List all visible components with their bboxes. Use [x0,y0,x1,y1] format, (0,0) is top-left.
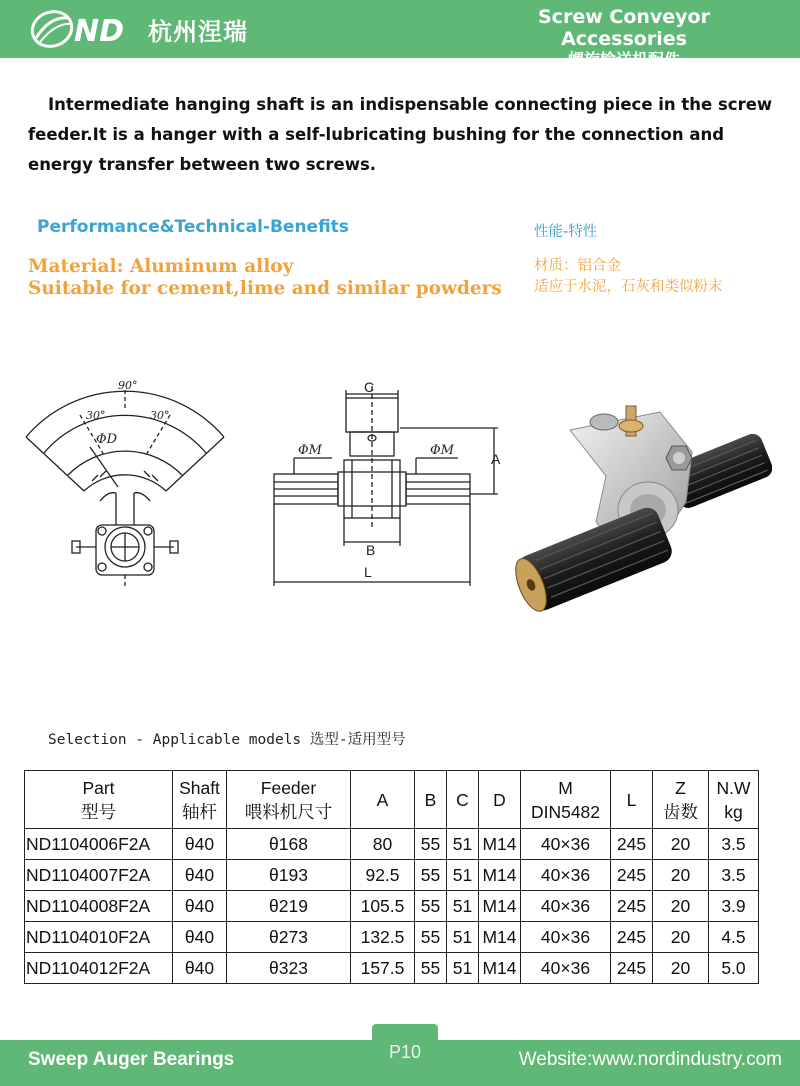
suitable-en: Suitable for cement,lime and similar powders [28,278,502,299]
cell-feeder: θ273 [227,922,351,953]
col-header-c: C [447,771,479,829]
selection-table [24,770,759,984]
company-logo [30,8,134,50]
cell-feeder: θ168 [227,829,351,860]
svg-text:ND: ND [74,14,125,49]
cell-z: 20 [653,891,709,922]
selection-title: Selection - Applicable models 选型-适用型号 [48,732,406,748]
dim-c-label: C [364,379,375,395]
cell-shaft: θ40 [173,922,227,953]
cell-d: M14 [479,922,521,953]
angle-left-label: 30° [86,409,106,422]
cell-z: 20 [653,860,709,891]
col-header-a: A [351,771,415,829]
table-header-row [25,771,759,829]
cell-shaft: θ40 [173,860,227,891]
cell-l: 245 [611,922,653,953]
dim-l-label: L [364,564,372,580]
diameter-label: ΦD [96,432,118,447]
cell-feeder: θ193 [227,860,351,891]
product-photo [510,392,772,630]
cell-nw: 3.5 [709,860,759,891]
col-header-b: B [415,771,447,829]
cell-b: 55 [415,953,447,984]
footer-section-title: Sweep Auger Bearings [28,1049,235,1070]
cell-l: 245 [611,829,653,860]
dim-b-label: B [366,542,376,558]
cell-d: M14 [479,829,521,860]
cell-m: 40×36 [521,829,611,860]
dim-m-left-label: ΦM [298,443,322,458]
col-header-m: M DIN5482 [521,771,611,829]
col-header-part: Part 型号 [25,771,173,829]
table-row [25,953,759,984]
material-cn: 材质：铝合金 [534,258,621,274]
cell-l: 245 [611,891,653,922]
cell-feeder: θ323 [227,953,351,984]
footer-website[interactable]: Website:www.nordindustry.com [518,1049,782,1070]
cell-part: ND1104007F2A [25,860,173,891]
cell-part: ND1104012F2A [25,953,173,984]
dim-a-label: A [491,451,501,467]
cell-d: M14 [479,953,521,984]
brand-name-cn: 杭州涅瑞 [148,18,248,46]
page-header [0,0,800,69]
col-header-l: L [611,771,653,829]
cell-m: 40×36 [521,860,611,891]
cell-z: 20 [653,922,709,953]
intro-paragraph: Intermediate hanging shaft is an indispensable connecting piece in the screw feeder.It is a hanger with a self-lubricating bushing for the connection and energy transfer between two screws. [28,95,773,174]
cell-a: 157.5 [351,953,415,984]
cell-b: 55 [415,891,447,922]
cell-m: 40×36 [521,922,611,953]
cell-a: 105.5 [351,891,415,922]
cell-nw: 5.0 [709,953,759,984]
cell-c: 51 [447,829,479,860]
table-row [25,891,759,922]
material-block-cn [534,256,723,298]
col-header-shaft: Shaft 轴杆 [173,771,227,829]
col-header-nw: N.W kg [709,771,759,829]
cell-shaft: θ40 [173,891,227,922]
header-title-cn: 螺旋输送机配件 [567,50,680,69]
cell-shaft: θ40 [173,829,227,860]
dim-m-right-label: ΦM [430,443,454,458]
angle-right-label: 30° [150,409,170,422]
cell-shaft: θ40 [173,953,227,984]
header-title-block [474,6,774,70]
table-row [25,922,759,953]
table-row [25,829,759,860]
cell-nw: 3.5 [709,829,759,860]
cell-a: 92.5 [351,860,415,891]
col-header-d: D [479,771,521,829]
header-title-en: Screw Conveyor Accessories [538,6,710,50]
page-number: P10 [388,1042,422,1062]
cell-z: 20 [653,829,709,860]
suitable-cn: 适应于水泥，石灰和类似粉末 [534,279,723,295]
cell-b: 55 [415,860,447,891]
angle-total-label: 90° [118,379,138,392]
cell-d: M14 [479,860,521,891]
material-en: Material: Aluminum alloy [28,256,294,277]
side-view-drawing [266,378,516,590]
cell-b: 55 [415,829,447,860]
cell-m: 40×36 [521,953,611,984]
cell-part: ND1104006F2A [25,829,173,860]
col-header-z: Z 齿数 [653,771,709,829]
benefits-heading-cn: 性能-特性 [534,224,598,240]
cell-b: 55 [415,922,447,953]
cell-part: ND1104008F2A [25,891,173,922]
cell-c: 51 [447,922,479,953]
col-header-feeder: Feeder 喂料机尺寸 [227,771,351,829]
front-view-drawing [14,375,244,595]
cell-a: 80 [351,829,415,860]
cell-z: 20 [653,953,709,984]
cell-nw: 4.5 [709,922,759,953]
table-row [25,860,759,891]
benefits-heading-en: Performance&Technical-Benefits [37,217,349,237]
cell-l: 245 [611,860,653,891]
cell-c: 51 [447,860,479,891]
material-block-en [28,256,502,300]
cell-feeder: θ219 [227,891,351,922]
cell-c: 51 [447,891,479,922]
cell-nw: 3.9 [709,891,759,922]
cell-m: 40×36 [521,891,611,922]
cell-d: M14 [479,891,521,922]
cell-c: 51 [447,953,479,984]
cell-part: ND1104010F2A [25,922,173,953]
cell-l: 245 [611,953,653,984]
cell-a: 132.5 [351,922,415,953]
